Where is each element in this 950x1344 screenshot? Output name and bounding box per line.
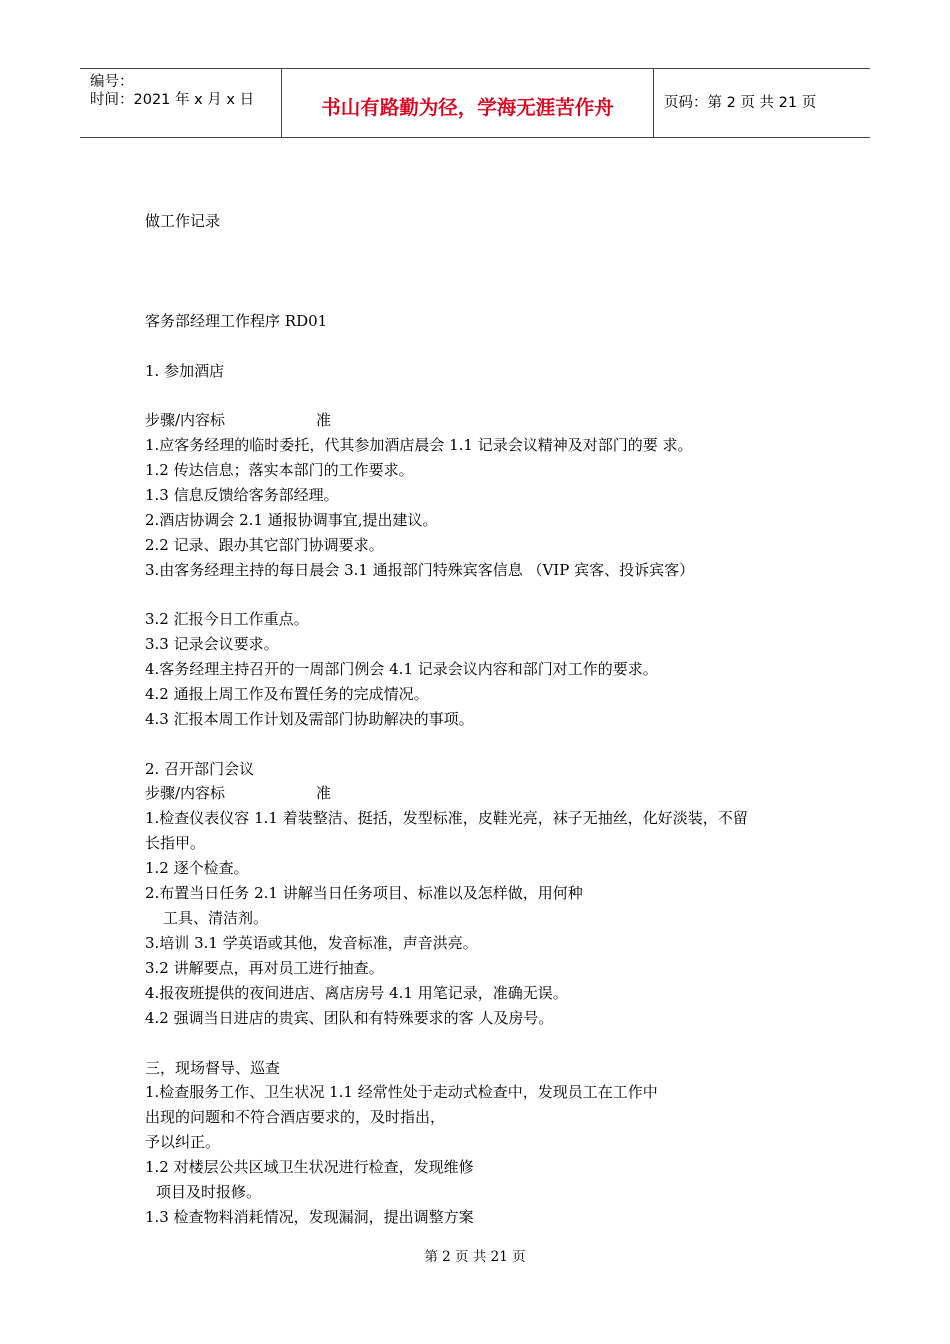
header-page-number: 页码：第 2 页 共 21 页 [664, 95, 817, 111]
document-number-label: 编号： [90, 74, 134, 90]
text-line: 4.2 强调当日进店的贵宾、团队和有特殊要求的客 人及房号。 [145, 1009, 554, 1027]
document-subtitle: 客务部经理工作程序 RD01 [145, 312, 328, 330]
section-2-heading: 2. 召开部门会议 [145, 760, 255, 778]
text-line: 长指甲。 [145, 834, 206, 852]
text-line: 1.3 检查物料消耗情况，发现漏洞，提出调整方案 [145, 1208, 474, 1226]
section-1-column-step: 步骤/内容标 [145, 411, 226, 429]
section-2-column-step: 步骤/内容标 [145, 784, 226, 802]
text-line: 4.3 汇报本周工作计划及需部门协助解决的事项。 [145, 710, 474, 728]
text-line: 1.3 信息反馈给客务部经理。 [145, 486, 339, 504]
text-line: 3.由客务经理主持的每日晨会 3.1 通报部门特殊宾客信息 （VIP 宾客、投诉宾客） [145, 561, 695, 579]
text-line: 1.检查仪表仪容 1.1 着装整洁、挺括，发型标准，皮鞋光亮，袜子无抽丝，化好淡装，不留 [145, 809, 748, 827]
text-line: 1.检查服务工作、卫生状况 1.1 经常性处于走动式检查中，发现员工在工作中 [145, 1083, 658, 1101]
header-meta-cell [80, 69, 282, 137]
header-page-cell [654, 69, 870, 137]
text-line: 1.2 传达信息；落实本部门的工作要求。 [145, 461, 414, 479]
document-title: 做工作记录 [145, 212, 221, 230]
text-line: 4.2 通报上周工作及布置任务的完成情况。 [145, 685, 429, 703]
text-line: 4.客务经理主持召开的一周部门例会 4.1 记录会议内容和部门对工作的要求。 [145, 660, 658, 678]
section-1-column-standard: 准 [316, 411, 332, 429]
text-line: 4.报夜班提供的夜间进店、离店房号 4.1 用笔记录，准确无误。 [145, 984, 568, 1002]
text-line: 1.2 逐个检查。 [145, 859, 249, 877]
text-line: 予以纠正。 [145, 1133, 221, 1151]
text-line: 2.酒店协调会 2.1 通报协调事宜,提出建议。 [145, 511, 438, 529]
text-line: 项目及时报修。 [156, 1183, 262, 1201]
text-line: 2.布置当日任务 2.1 讲解当日任务项目、标准以及怎样做，用何种 [145, 884, 583, 902]
document-time-label: 时间：2021 年 x 月 x 日 [90, 92, 255, 108]
text-line: 1.2 对楼层公共区域卫生状况进行检查，发现维修 [145, 1158, 474, 1176]
text-line: 1.应客务经理的临时委托，代其参加酒店晨会 1.1 记录会议精神及对部门的要 求。 [145, 436, 693, 454]
header-motto-cell [282, 69, 654, 137]
text-line: 3.3 记录会议要求。 [145, 635, 279, 653]
text-line: 3.培训 3.1 学英语或其他，发音标准，声音洪亮。 [145, 934, 478, 952]
motto-text: 书山有路勤为径，学海无涯苦作舟 [321, 96, 614, 119]
text-line: 3.2 汇报今日工作重点。 [145, 610, 309, 628]
section-3-heading: 三，现场督导、巡查 [145, 1059, 281, 1077]
text-line: 2.2 记录、跟办其它部门协调要求。 [145, 536, 384, 554]
section-2-column-standard: 准 [316, 784, 332, 802]
document-header [80, 68, 870, 138]
page-footer: 第 2 页 共 21 页 [424, 1249, 526, 1265]
text-line: 3.2 讲解要点，再对员工进行抽查。 [145, 959, 384, 977]
text-line: 工具、清洁剂。 [163, 909, 269, 927]
section-1-heading: 1. 参加酒店 [145, 362, 225, 380]
text-line: 出现的问题和不符合酒店要求的，及时指出， [145, 1108, 446, 1126]
